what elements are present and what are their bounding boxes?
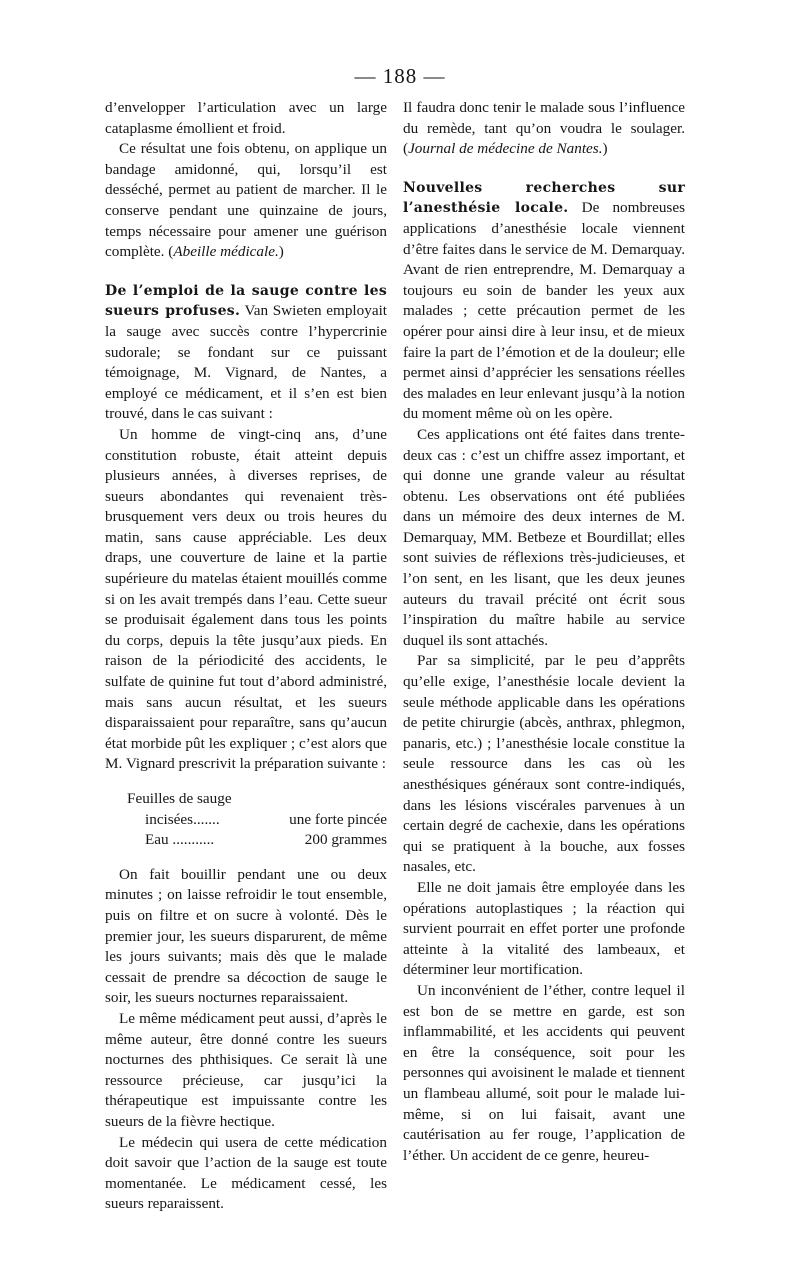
- recipe-line: Eau ........... 200 grammes: [145, 831, 387, 849]
- page-number: — 188 —: [354, 64, 446, 88]
- right-column: [403, 98, 685, 1166]
- recipe-line: incisées....... une forte pincée: [145, 810, 387, 828]
- paragraph: Le médecin qui usera de cette médication doit savoir que l’action de la sauge est toute momentanée. Le médicament cessé, les sueurs reparaissent.: [105, 1133, 387, 1213]
- source-citation: Journal de médecine de Nantes.: [408, 140, 603, 158]
- paragraph: Ce résultat une fois obtenu, on applique un bandage amidonné, qui, lorsqu’il est desséché, permet au patient de marcher. Il le conserve pendant une quinzaine de jours, temps nécessaire pour amener une guérison complète. (Abeille médicale.): [105, 140, 387, 261]
- left-column: [105, 98, 387, 1215]
- paragraph: Un homme de vingt-cinq ans, d’une constitution robuste, était atteint depuis plusieurs années, à diverses reprises, de sueurs abondantes qui revenaient très-brusquement vers deux ou trois heures du matin, sans cause appréciable. Les deux draps, une couverture de laine et la partie supérieure du matelas étaient mouillés comme si on les avait trempés dans l’eau. Cette sueur se produisait également dans tous les points du corps, depuis la tête jusqu’aux pieds. En raison de la périodicité des accidents, le sulfate de quinine fut tout d’abord administré, mais sans aucun résultat, et les sueurs disparaissaient pour reparaître, sans qu’aucun état morbide pût les expliquer ; c’est alors que M. Vignard prescrivit la préparation suivante :: [105, 425, 387, 773]
- source-citation: Abeille médicale.: [173, 243, 279, 261]
- paragraph: Ces applications ont été faites dans trente-deux cas : c’est un chiffre assez important, et qui donne une grande valeur au résultat obtenu. Les observations ont été publiées dans un mémoire des deux internes de M. Demarquay, MM. Betbeze et Bourdillat; elles sont suivies de réflexions très-judicieuses, et l’on sent, en les lisant, que les deux jeunes auteurs du travail précité ont écrit sous l’inspiration du maître habile au service duquel ils sont attachés.: [403, 425, 685, 649]
- recipe: [105, 789, 387, 851]
- section-sauge: De l’emploi de la sauge contre les sueurs profuses. Van Swieten employait la sauge avec succès contre l’hypercrinie sudorale; se fondant sur ce puissant témoignage, M. Vignard, de Nantes, a employé ce médicament, et il s’en est bien trouvé, dans le cas suivant :: [105, 282, 388, 423]
- paragraph: On fait bouillir pendant une ou deux minutes ; on laisse refroidir le tout ensemble, puis on filtre et on sucre à volonté. Dès le premier jour, les sueurs disparurent, de même les jours suivants; mais dès que le malade cessait de prendre sa décoction de sauge le soir, les sueurs nocturnes reparaissaient.: [105, 865, 387, 1007]
- section-heading: De l’emploi de la sauge contre les sueurs profuses.: [105, 282, 387, 320]
- recipe-line: Feuilles de sauge: [127, 790, 232, 807]
- section-anesthesie: Nouvelles recherches sur l’anesthésie locale. De nombreuses applications d’anesthésie locale viennent d’être faites dans le service de M. Demarquay. Avant de rien entreprendre, M. Demarquay a toujours eu soin de bander les yeux aux malades ; cette précaution permet de les opérer pour ainsi dire à leur insu, et de mieux faire la part de l’émotion et de la douleur; elle permet ainsi d’apprécier les sensations réelles des malades en leur enlevant jusqu’à la notion du moment même où on les opère.: [403, 179, 685, 423]
- section-heading: Nouvelles recherches sur l’anesthésie locale.: [403, 179, 685, 217]
- paragraph: Le même médicament peut aussi, d’après le même auteur, être donné contre les sueurs nocturnes des phthisiques. Ce serait là une ressource précieuse, car jusqu’ici la thérapeutique est impuissante contre les sueurs de la fièvre hectique.: [105, 1009, 387, 1130]
- paragraph: Elle ne doit jamais être employée dans les opérations autoplastiques ; la réaction qui survient pourrait en effet porter une profonde atteinte à la vitalité des lambeaux, et déterminer leur mortification.: [403, 878, 685, 979]
- paragraph: Un inconvénient de l’éther, contre lequel il est bon de se mettre en garde, est son inflammabilité, et les accidents qui peuvent en être la conséquence, soit pour les personnes qui avoisinent le malade et tiennent un flambeau allumé, soit pour le malade lui-même, si on lui faisait, avant une cautérisation au fer rouge, l’application de l’éther. Un accident de ce genre, heureu-: [403, 981, 685, 1164]
- paragraph: Il faudra donc tenir le malade sous l’influence du remède, tant qu’on voudra le soulager. (Journal de médecine de Nantes.): [403, 99, 685, 158]
- paragraph: Par sa simplicité, par le peu d’apprêts qu’elle exige, l’anesthésie locale devient la seule méthode applicable dans les opérations de petite chirurgie (abcès, anthrax, phlegmon, panaris, etc.) ; l’anesthésie locale constitue la seule ressource dans les cas où les anesthésiques généraux sont contre-indiqués, dans les lésions viscérales parvenues à un certain degré de cachexie, dans les opérations qui se pratiquent à la bouche, aux fosses nasales, etc.: [403, 652, 685, 876]
- paragraph: d’envelopper l’articulation avec un large cataplasme émollient et froid.: [105, 99, 387, 137]
